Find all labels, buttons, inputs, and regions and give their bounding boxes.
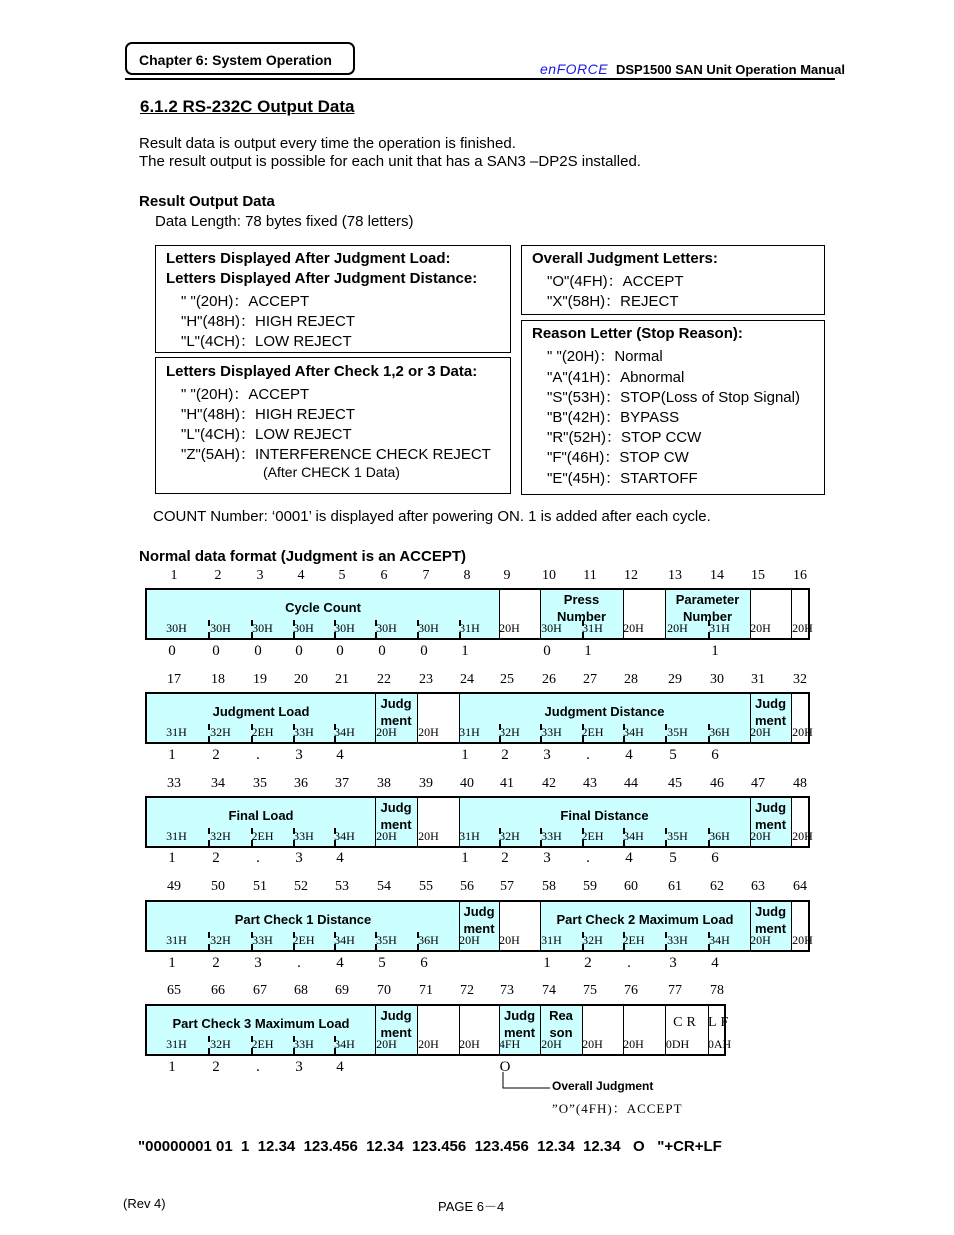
byte-position: 77 [668,983,682,998]
hex-code: 20H [792,725,813,739]
byte-position: 34 [211,776,225,791]
decoded-value: 5 [378,955,386,971]
byte-position: 15 [751,568,765,583]
hex-code: 35H [667,829,688,843]
hex-code: 20H [792,933,813,947]
byte-position: 60 [624,879,638,894]
decoded-value: 4 [336,955,344,971]
list-item: "F"(46H)：STOP CW [547,449,689,466]
field-label: Judg ment [380,1008,412,1040]
byte-position: 13 [668,568,682,583]
revision: (Rev 4) [123,1196,166,1211]
byte-position: 3 [256,568,264,583]
hex-code: 33H [293,725,314,739]
field-label: Rea son [549,1008,573,1040]
hex-code: 31H [541,933,562,947]
field-label: Judgment Distance [544,704,665,719]
hex-code: 20H [750,933,771,947]
field-label: Judg ment [380,696,412,728]
hex-code: 20H [499,621,520,635]
byte-position: 47 [751,776,765,791]
judgment-load-title: Letters Displayed After Judgment Load: [166,250,451,267]
hex-code: 20H [623,621,644,635]
byte-position: 49 [167,879,181,894]
hex-code: 20H [376,829,397,843]
decoded-value: 2 [212,955,220,971]
decoded-value: 3 [543,747,551,763]
overall-judgment-title: Overall Judgment Letters: [532,250,718,267]
field-label: Part Check 1 Distance [234,912,372,927]
hex-code: 20H [459,933,480,947]
field-label: Cycle Count [285,600,361,615]
list-item: "O"(4FH)：ACCEPT [547,273,684,290]
hex-code: 32H [582,933,603,947]
byte-position: 1 [170,568,178,583]
decoded-value: 1 [168,747,176,763]
byte-position: 72 [460,983,474,998]
decoded-value: 5 [669,747,677,763]
list-item: "H"(48H)：HIGH REJECT [181,313,355,330]
byte-position: 54 [377,879,391,894]
field-label: Judg ment [380,800,412,832]
field-label: Final Distance [560,808,649,823]
count-note: COUNT Number: ‘0001’ is displayed after powering ON. 1 is added after each cycle. [153,508,711,525]
byte-position: 41 [500,776,514,791]
decoded-value: . [256,850,260,866]
byte-position: 53 [335,879,349,894]
normal-format-heading: Normal data format (Judgment is an ACCEPT) [139,548,466,565]
byte-position: 11 [583,568,597,583]
hex-code: 20H [418,829,439,843]
decoded-value: 0 [254,643,262,659]
decoded-value: . [256,1059,260,1075]
decoded-value: 2 [501,747,509,763]
list-item: "B"(42H)：BYPASS [547,409,680,426]
decoded-value: 1 [168,850,176,866]
byte-position: 30 [710,672,724,687]
byte-position: 6 [380,568,388,583]
list-item: "A"(41H)：Abnormal [547,369,685,386]
byte-position: 27 [583,672,597,687]
byte-position: 20 [294,672,308,687]
byte-position: 25 [500,672,514,687]
field-label: Final Load [228,808,294,823]
hex-code: 2EH [292,933,315,947]
header-divider [125,78,835,80]
byte-position: 29 [668,672,682,687]
decoded-value: 0 [420,643,428,659]
hex-code: 32H [210,933,231,947]
byte-position: 19 [253,672,267,687]
hex-code: 31H [459,829,480,843]
field-label: Judg ment [463,904,495,936]
list-item: "L"(4CH)：LOW REJECT [181,333,352,350]
hex-code: 2EH [581,725,604,739]
decoded-value: O [499,1059,511,1075]
hex-code: 20H [792,621,813,635]
decoded-value: 2 [212,1059,220,1075]
byte-position: 5 [338,568,346,583]
hex-code: 31H [709,621,730,635]
check-letters-title: Letters Displayed After Check 1,2 or 3 Data: [166,363,478,380]
overall-judgment-value: ”O”(4FH)：ACCEPT [552,1101,683,1116]
hex-code: 34H [623,725,644,739]
byte-position: 57 [500,879,514,894]
decoded-value: . [586,747,590,763]
hex-code: 34H [623,829,644,843]
decoded-value: 4 [625,747,633,763]
decoded-value: 3 [295,850,303,866]
list-item: "L"(4CH)：LOW REJECT [181,426,352,443]
byte-position: 38 [377,776,391,791]
section-title: 6.1.2 RS-232C Output Data [140,97,355,116]
hex-code: 20H [418,725,439,739]
chapter-label: Chapter 6: System Operation [125,42,355,75]
decoded-value: 2 [212,747,220,763]
decoded-value: 1 [461,850,469,866]
hex-code: 20H [750,621,771,635]
decoded-value: 4 [336,850,344,866]
decoded-value: 5 [669,850,677,866]
decoded-value: . [627,955,631,971]
byte-position: 28 [624,672,638,687]
hex-code: 33H [541,829,562,843]
data-length: Data Length: 78 bytes fixed (78 letters) [155,213,414,230]
byte-position: 70 [377,983,391,998]
byte-position: 75 [583,983,597,998]
hex-code: 20H [792,829,813,843]
judgment-distance-title: Letters Displayed After Judgment Distance: [166,270,478,287]
hex-code: 31H [166,933,187,947]
hex-code: 32H [210,829,231,843]
decoded-value: 1 [461,643,469,659]
hex-code: 30H [210,621,231,635]
hex-code: 33H [667,933,688,947]
byte-position: 17 [167,672,181,687]
decoded-value: 1 [584,643,592,659]
overall-judgment-label: Overall Judgment [552,1079,654,1093]
field-label: Parameter Number [675,592,740,624]
byte-position: 55 [419,879,433,894]
result-output-heading: Result Output Data [139,193,275,210]
hex-code: 32H [499,725,520,739]
hex-code: 20H [750,725,771,739]
byte-position: 51 [253,879,267,894]
byte-position: 31 [751,672,765,687]
byte-position: 69 [335,983,349,998]
byte-position: 67 [253,983,267,998]
byte-position: 56 [460,879,474,894]
hex-code: 31H [459,725,480,739]
list-item: "Z"(5AH)：INTERFERENCE CHECK REJECT [181,446,491,463]
hex-code: 30H [252,621,273,635]
hex-code: 36H [418,933,439,947]
byte-position: 39 [419,776,433,791]
decoded-value: 6 [711,850,719,866]
overall-judgment-pointer [495,1072,555,1092]
list-item: " "(20H)：Normal [547,348,663,365]
hex-code: 2EH [251,1037,274,1051]
decoded-value: 4 [711,955,719,971]
hex-code: 30H [376,621,397,635]
byte-position: 7 [422,568,430,583]
judgment-letters-box [155,245,511,353]
hex-code: 20H [418,1037,439,1051]
decoded-value: 0 [336,643,344,659]
byte-position: 37 [335,776,349,791]
hex-code: 36H [709,725,730,739]
byte-position: 22 [377,672,391,687]
hex-code: 34H [334,933,355,947]
hex-code: 20H [623,1037,644,1051]
hex-code: 20H [582,1037,603,1051]
field-label: Judg ment [754,800,787,832]
decoded-value: 4 [336,1059,344,1075]
byte-position: 71 [419,983,433,998]
byte-position: 52 [294,879,308,894]
byte-position: 58 [542,879,556,894]
decoded-value: 2 [501,850,509,866]
byte-position: 43 [583,776,597,791]
byte-position: 78 [710,983,724,998]
list-item: "E"(45H)：STARTOFF [547,470,698,487]
hex-code: 31H [166,1037,187,1051]
intro-line-2: The result output is possible for each unit that has a SAN3 –DP2S installed. [139,153,641,170]
byte-position: 76 [624,983,638,998]
byte-position: 42 [542,776,556,791]
field-label: Part Check 3 Maximum Load [172,1016,350,1031]
format-table-row-2 [145,692,813,744]
byte-position: 10 [542,568,556,583]
brand-logo: enFORCE [540,61,609,77]
hex-code: 34H [709,933,730,947]
reason-letter-title: Reason Letter (Stop Reason): [532,325,743,342]
hex-code: 33H [252,933,273,947]
decoded-value: 3 [543,850,551,866]
byte-position: 74 [542,983,556,998]
hex-code: 30H [166,621,187,635]
field-label: Judg ment [503,1008,536,1040]
manual-title: DSP1500 SAN Unit Operation Manual [616,62,845,77]
byte-position: 14 [710,568,724,583]
decoded-value: 1 [168,955,176,971]
format-table-row-3 [145,796,813,848]
decoded-value: . [256,747,260,763]
decoded-value: 3 [669,955,677,971]
decoded-value: 1 [543,955,551,971]
format-table-row-5 [145,1004,733,1056]
intro-line-1: Result data is output every time the operation is finished. [139,135,516,152]
hex-code: 36H [709,829,730,843]
field-label: Judgment Load [212,704,310,719]
field-label: Judg ment [754,696,787,728]
hex-code: 4FH [498,1037,521,1051]
hex-code: 31H [166,829,187,843]
format-table-row-1 [145,588,813,640]
pointer-line [503,1072,550,1088]
page-number: PAGE 6－4 [438,1199,505,1214]
byte-position: 63 [751,879,765,894]
hex-code: 20H [376,725,397,739]
list-item: "S"(53H)：STOP(Loss of Stop Signal) [547,389,800,406]
decoded-value: 3 [295,1059,303,1075]
hex-code: 33H [293,1037,314,1051]
hex-code: 2EH [251,725,274,739]
byte-position: 26 [542,672,556,687]
byte-position: 9 [503,568,511,583]
byte-position: 66 [211,983,225,998]
hex-code: 33H [541,725,562,739]
hex-code: 20H [667,621,688,635]
field-label: CR [673,1015,700,1030]
byte-position: 62 [710,879,724,894]
byte-position: 35 [253,776,267,791]
decoded-value: 2 [584,955,592,971]
byte-position: 2 [214,568,222,583]
byte-position: 64 [793,879,807,894]
hex-code: 0DH [665,1037,690,1051]
byte-position: 40 [460,776,474,791]
hex-code: 32H [210,725,231,739]
byte-position: 50 [211,879,225,894]
hex-code: 30H [418,621,439,635]
byte-position: 59 [583,879,597,894]
hex-code: 2EH [581,829,604,843]
hex-code: 30H [334,621,355,635]
hex-code: 31H [582,621,603,635]
hex-code: 34H [334,1037,355,1051]
hex-code: 30H [541,621,562,635]
format-table-row-4 [145,900,813,952]
hex-code: 31H [166,725,187,739]
check-letters-box [155,357,511,494]
decoded-value: 0 [212,643,220,659]
byte-position: 46 [710,776,724,791]
hex-code: 30H [293,621,314,635]
decoded-value: 3 [254,955,262,971]
byte-position: 21 [335,672,349,687]
byte-position: 68 [294,983,308,998]
decoded-value: 6 [420,955,428,971]
decoded-value: 0 [168,643,176,659]
decoded-value: 4 [336,747,344,763]
decoded-value: 1 [711,643,719,659]
hex-code: 20H [750,829,771,843]
decoded-value: 0 [543,643,551,659]
hex-code: 32H [499,829,520,843]
example-output-string: "00000001 01 1 12.34 123.456 12.34 123.456 123.456 12.34 12.34 O "+CR+LF [138,1138,722,1155]
hex-code: 31H [459,621,480,635]
hex-code: 32H [210,1037,231,1051]
hex-code: 20H [376,1037,397,1051]
reason-letter-box [521,320,825,495]
list-item: " "(20H)：ACCEPT [181,386,310,403]
byte-position: 44 [624,776,638,791]
hex-code: 2EH [251,829,274,843]
byte-position: 65 [167,983,181,998]
list-item: " "(20H)：ACCEPT [181,293,310,310]
byte-position: 4 [297,568,305,583]
field-label: Press Number [556,592,607,624]
list-item: "H"(48H)：HIGH REJECT [181,406,355,423]
hex-code: 0AH [707,1037,732,1051]
byte-position: 73 [500,983,514,998]
check-note: (After CHECK 1 Data) [263,464,400,480]
byte-position: 36 [294,776,308,791]
byte-position: 16 [793,568,807,583]
field-label: Judg ment [754,904,787,936]
byte-position: 45 [668,776,682,791]
byte-position: 23 [419,672,433,687]
byte-position: 61 [668,879,682,894]
byte-position: 48 [793,776,807,791]
hex-code: 20H [541,1037,562,1051]
hex-code: 35H [376,933,397,947]
byte-position: 8 [463,568,471,583]
hex-code: 20H [499,933,520,947]
hex-code: 35H [667,725,688,739]
hex-code: 20H [459,1037,480,1051]
hex-code: 34H [334,829,355,843]
hex-code: 2EH [622,933,645,947]
byte-position: 24 [460,672,474,687]
byte-position: 18 [211,672,225,687]
decoded-value: 4 [625,850,633,866]
decoded-value: 0 [295,643,303,659]
decoded-value: . [297,955,301,971]
decoded-value: 0 [378,643,386,659]
list-item: "R"(52H)：STOP CCW [547,429,702,446]
byte-position: 32 [793,672,807,687]
field-label: LF [708,1015,733,1030]
field-label: Part Check 2 Maximum Load [556,912,734,927]
decoded-value: 3 [295,747,303,763]
overall-judgment-box [521,245,825,315]
decoded-value: 6 [711,747,719,763]
byte-position: 12 [624,568,638,583]
byte-position: 33 [167,776,181,791]
decoded-value: . [586,850,590,866]
hex-code: 34H [334,725,355,739]
list-item: "X"(58H)：REJECT [547,293,679,310]
hex-code: 33H [293,829,314,843]
decoded-value: 1 [168,1059,176,1075]
decoded-value: 1 [461,747,469,763]
decoded-value: 2 [212,850,220,866]
